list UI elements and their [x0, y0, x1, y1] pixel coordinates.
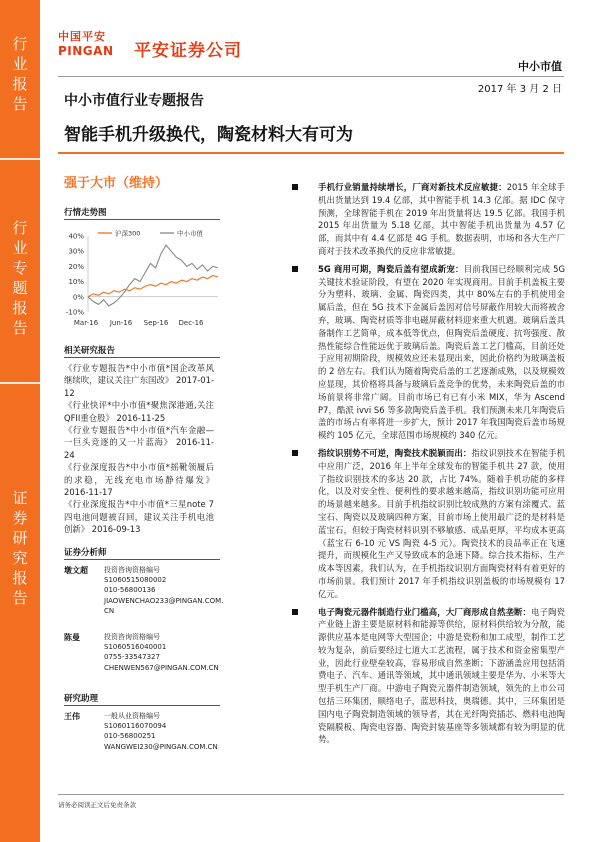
contact-line: S1060515080002 — [104, 576, 167, 585]
paragraph-text: 目前我国已经顺利完成 5G 关键技术验证阶段，有望在 2020 年实现商用。目前手机盖板主要分为塑料、玻璃、金属、陶瓷四类，其中 80%左右的手机使用金属后盖，但在 5G 技术下金属后盖因对信号屏蔽作用较大而将被舍弃，玻璃、陶瓷材质等非电磁屏蔽材料迎来重大机遇。玻璃后盖具备制作工艺简单，成本低等优点，但陶瓷后盖硬度、抗弯强度、散热性能综合性能远优于玻璃后盖。陶瓷后盖工艺门槛高，目前还处于应用初期阶段，规模效应还未显现出来，因此价格约为玻璃盖板的 2 倍左右。我们认为随着陶瓷后盖的工艺逐渐成熟，以及规模效应显现，其价格将具备与玻璃后盖竞争的优势，未来陶瓷后盖的市场前景将非常广阔。目前市场已有已有小米 MIX，华为 Ascend P7，酷派 ivvi S6 等多款陶瓷后盖手机。我们预测未来几年陶瓷后盖的市场占有率将进一步扩大，预计 2017 年我国陶瓷后盖市场规模约 105 亿元，全球范围市场规模约 340 亿元。 — [318, 263, 565, 441]
body-paragraph — [292, 606, 565, 747]
sidebar-char: 报 — [12, 75, 28, 93]
paragraph-text: 电子陶瓷产业链上游主要是原材料和能源等供给，原材料供给较为分散，能源供应基本是电网等大型国企；中游是瓷粉和加工成型，制作工艺较为复杂，前后要经过七道大工艺流程，属于技术和资金密集型产业，因此行业壁垒较高，容易形成自然垄断；下游涵盖应用包括消费电子、汽车、通讯等领域，其中通讯领域主要是华为、小米等大型手机生产厂商。中游电子陶瓷元器件制造领域，领先的上市公司包括三环集团，顺络电子，蓝思科技，奥瑞德。其中，三环集团是国内电子陶瓷制造领域的领导者，其在光纤陶瓷插芯、燃料电池陶瓷隔膜板、陶瓷电容器、陶瓷封装基座等多领域都有较为明显的优势。 — [318, 606, 566, 745]
y-tick-label: -10% — [65, 308, 84, 317]
report-date: 2017 年 3 月 2 日 — [477, 84, 562, 95]
header-divider — [58, 76, 564, 77]
sidebar-char: 报 — [12, 569, 28, 587]
paragraph-lead: 手机行业销量持续增长，厂商对新技术反应敏捷： — [318, 182, 507, 192]
sidebar-label-industry-report — [0, 34, 40, 114]
sidebar-char: 证 — [12, 489, 28, 507]
series-line-0 — [88, 276, 218, 297]
assistant-name: 王伟 — [64, 712, 80, 721]
contact-line: 010-56800251 — [104, 732, 156, 741]
sidebar-char: 告 — [12, 589, 28, 607]
footer-divider — [58, 794, 564, 795]
trend-chart — [58, 224, 223, 334]
x-tick-label: Sep-16 — [143, 319, 169, 327]
analysts-heading: 证券分析师 — [64, 548, 107, 558]
report-body — [292, 181, 565, 751]
section-divider — [64, 559, 220, 560]
company-name: 平安证券公司 — [134, 41, 242, 61]
related-report-item: 《行业快评*中小市值*聚焦深港通,关注QFII重仓股》 2016-11-25 — [64, 400, 214, 423]
sidebar-char: 行 — [12, 35, 28, 53]
sidebar-label-special-report — [0, 218, 40, 338]
title-divider — [58, 152, 564, 154]
sidebar-char: 究 — [12, 549, 28, 567]
paragraph-lead: 5G 商用可期，陶瓷后盖有望成新宠： — [318, 263, 464, 274]
contact-line: CHENWEN567@PINGAN.COM.CN — [104, 663, 219, 672]
paragraph-lead: 电子陶瓷元器件制造行业门槛高，大厂商形成自然垄断： — [318, 606, 532, 617]
y-tick-label: 20% — [68, 262, 84, 271]
paragraph-text: 指纹识别技术在智能手机中应用广泛，2016 年上半年全球发布的智能手机共 27 款，使用了指纹识别技术的多达 20 款，占比 74%。随着手机功能的多样化，以及对安全性、便利性的要求越来越高，指纹识别功能可应用的场景越来越多。目前手机指纹识别比较成熟的方案有涂覆式、蓝宝石、陶瓷以及玻璃四种方案，目前市场上使用最广泛的是材料是蓝宝石，但较于陶瓷材料识别不够敏感、成品更厚，平均成本更高（蓝宝石 6-10 元 VS 陶瓷 4-5 元）。陶瓷技术的良品率正在飞速提升，而规模化生产又导致成本的急速下降。综合技术指标、生产成本等因素，我们认为，在手机指纹识别方面陶瓷材料有着更好的市场前景。我们预计 2017 年手机指纹识别盖板的市场规模有 17 亿元。 — [318, 447, 566, 599]
bullet-icon — [292, 609, 298, 615]
related-report-item: 《行业深度报告*中小市值*摇靴领履后的求稳，无线充电市场静待爆发》 2016-11-17 — [64, 462, 214, 498]
paragraph-lead: 指纹识别势不可逆，陶瓷技术脱颖而出： — [318, 447, 472, 458]
pingan-logo — [58, 28, 120, 58]
legend-label: 沪深300 — [115, 229, 141, 238]
sidebar-char: 研 — [12, 529, 28, 547]
x-tick-label: Mar-16 — [73, 319, 99, 327]
assistant-info — [104, 711, 224, 752]
contact-line: 投资咨询资格编号 — [104, 566, 160, 574]
analyst-info — [104, 632, 224, 673]
body-paragraph — [292, 447, 565, 601]
report-type: 中小市值行业专题报告 — [64, 93, 204, 109]
contact-line: 0755-33547327 — [104, 653, 160, 662]
related-report-item: 《行业专题报告*中小市值*国企改革风继续吹，建议关注广东国改》 2017-01-12 — [64, 363, 214, 398]
trend-heading: 行情走势图 — [64, 208, 107, 218]
y-tick-label: 0% — [72, 293, 84, 302]
sidebar-char: 业 — [12, 239, 28, 257]
logo-cn-text: 中国平安 — [58, 30, 106, 43]
paragraph-text: 2015 年全球手机出货量达到 19.4 亿部，其中智能手机 14.3 亿部。据 IDC 保守预测，全球智能手机在 2019 年出货量将达 19.5 亿部。我国手机 2015 年出货量为 5.18 亿部，其中智能手机出货量为 4.57 亿部，而其中有 4.4 亿部是 4G 手机。数据表明，市场和各大生产厂商对于技术改革换代的反应非常敏捷。 — [318, 182, 566, 256]
sidebar-char: 题 — [12, 279, 28, 297]
body-paragraph — [292, 181, 565, 258]
contact-line: 010-56800136 — [104, 586, 156, 595]
sidebar-char: 业 — [12, 55, 28, 73]
bullet-icon — [292, 184, 298, 190]
section-divider — [64, 357, 220, 358]
legend-label: 中小市值 — [177, 229, 203, 238]
analyst-name: 墩文超 — [64, 566, 88, 575]
sector-tag: 中小市值 — [518, 60, 562, 73]
section-divider — [64, 705, 220, 706]
contact-line: 一般从业资格编号 — [104, 712, 160, 720]
related-heading: 相关研究报告 — [64, 346, 116, 356]
sidebar-char: 告 — [12, 95, 28, 113]
left-sidebar — [0, 0, 40, 842]
page-title: 智能手机升级换代，陶瓷材料大有可为 — [64, 125, 353, 145]
y-tick-label: 30% — [68, 247, 84, 256]
contact-line: CN — [104, 606, 115, 615]
analyst-name: 陈曼 — [64, 633, 80, 642]
related-reports-list — [64, 362, 214, 536]
sidebar-char: 专 — [12, 259, 28, 277]
sidebar-divider — [0, 382, 40, 384]
contact-line: 投资咨询资格编号 — [104, 633, 160, 641]
sidebar-label-securities-research — [0, 488, 40, 608]
y-tick-label: 40% — [68, 232, 84, 241]
rating-badge: 强于大市（维持） — [64, 176, 169, 191]
bullet-icon — [292, 266, 298, 272]
contact-line: WANGWEI230@PINGAN.COM.CN — [104, 742, 218, 751]
related-report-item: 《行业专题报告*中小市值*汽车金融—一巨头竞逐的又一片蓝海》 2016-11-24 — [64, 425, 214, 460]
sidebar-char: 告 — [12, 319, 28, 337]
contact-line: S1060516040001 — [104, 643, 167, 652]
bullet-icon — [292, 450, 298, 456]
sidebar-char: 报 — [12, 299, 28, 317]
analyst-info — [104, 565, 224, 616]
x-tick-label: Jun-16 — [109, 319, 133, 327]
y-tick-label: 10% — [68, 278, 84, 287]
contact-line: JIAOWENCHAO233@PINGAN.COM. — [104, 596, 224, 605]
x-tick-label: Dec-16 — [178, 319, 204, 327]
related-report-item: 《行业深度报告*中小市值*三星note 7四电池问题被召回，建议关注手机电池创新》 2016-09-13 — [64, 499, 214, 535]
sidebar-char: 券 — [12, 509, 28, 527]
contact-line: S1060116070094 — [104, 722, 167, 731]
sidebar-char: 行 — [12, 219, 28, 237]
assistant-heading: 研究助理 — [64, 694, 99, 704]
footer-disclaimer: 请务必阅读正文后免责条款 — [58, 801, 136, 809]
logo-en-text: PINGAN — [58, 44, 114, 58]
body-paragraph — [292, 263, 565, 442]
section-divider — [64, 219, 220, 220]
sidebar-divider — [0, 158, 40, 160]
